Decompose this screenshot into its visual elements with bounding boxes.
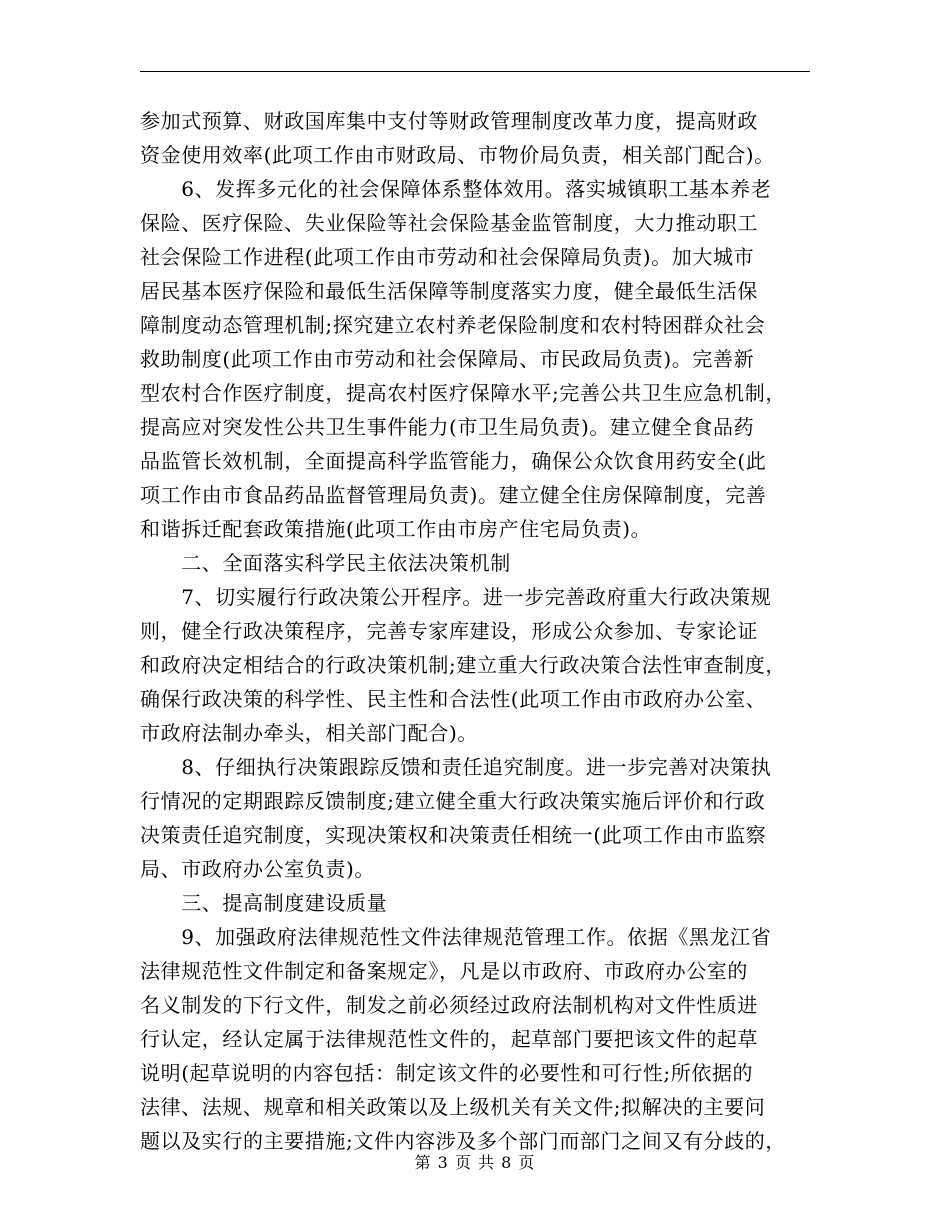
text-line: 和政府决定相结合的行政决策机制;建立重大行政决策合法性审查制度， bbox=[140, 653, 786, 677]
document-body bbox=[140, 104, 820, 1158]
text-line: 确保行政决策的科学性、民主性和合法性(此项工作由市政府办公室、 bbox=[140, 687, 767, 711]
text-line: 7、切实履行行政决策公开程序。进一步完善政府重大行政决策规 bbox=[140, 585, 772, 609]
text-line: 行情况的定期跟踪反馈制度;建立健全重大行政决策实施后评价和行政 bbox=[140, 789, 766, 813]
text-line: 9、加强政府法律规范性文件法律规范管理工作。依据《黑龙江省 bbox=[140, 925, 772, 949]
text-line: 参加式预算、财政国库集中支付等财政管理制度改革力度，提高财政 bbox=[140, 109, 758, 133]
section-heading: 三、提高制度建设质量 bbox=[140, 891, 388, 915]
text-line: 品监管长效机制，全面提高科学监管能力，确保公众饮食用药安全(此 bbox=[140, 449, 767, 473]
text-line: 行认定，经认定属于法律规范性文件的，起草部门要把该文件的起草 bbox=[140, 1027, 758, 1051]
text-line: 6、发挥多元化的社会保障体系整体效用。落实城镇职工基本养老 bbox=[140, 177, 772, 201]
text-line: 资金使用效率(此项工作由市财政局、市物价局负责，相关部门配合)。 bbox=[140, 143, 775, 167]
text-line: 局、市政府办公室负责)。 bbox=[140, 857, 376, 881]
text-line: 市政府法制办牵头，相关部门配合)。 bbox=[140, 721, 479, 745]
text-line: 救助制度(此项工作由市劳动和社会保障局、市民政局负责)。完善新 bbox=[140, 347, 755, 371]
text-line: 提高应对突发性公共卫生事件能力(市卫生局负责)。建立健全食品药 bbox=[140, 415, 755, 439]
page-number: 第 3 页 共 8 页 bbox=[414, 1153, 536, 1172]
text-line: 保险、医疗保险、失业保险等社会保险基金监管制度，大力推动职工 bbox=[140, 211, 758, 235]
text-line: 法律、法规、规章和相关政策以及上级机关有关文件;拟解决的主要问 bbox=[140, 1095, 766, 1119]
text-line: 名义制发的下行文件，制发之前必须经过政府法制机构对文件性质进 bbox=[140, 993, 758, 1017]
text-line: 型农村合作医疗制度，提高农村医疗保障水平;完善公共卫生应急机制， bbox=[140, 381, 786, 405]
text-line: 居民基本医疗保险和最低生活保障等制度落实力度，健全最低生活保 bbox=[140, 279, 758, 303]
text-line: 障制度动态管理机制;探究建立农村养老保险制度和农村特困群众社会 bbox=[140, 313, 766, 337]
text-line: 决策责任追究制度，实现决策权和决策责任相统一(此项工作由市监察 bbox=[140, 823, 767, 847]
text-line: 则，健全行政决策程序，完善专家库建设，形成公众参加、专家论证 bbox=[140, 619, 758, 643]
text-line: 社会保险工作进程(此项工作由市劳动和社会保障局负责)。加大城市 bbox=[140, 245, 755, 269]
text-line: 说明(起草说明的内容包括：制定该文件的必要性和可行性;所依据的 bbox=[140, 1061, 754, 1085]
text-line: 法律规范性文件制定和备案规定》，凡是以市政府、市政府办公室的 bbox=[140, 959, 748, 983]
section-heading: 二、全面落实科学民主依法决策机制 bbox=[140, 551, 511, 575]
text-line: 和谐拆迁配套政策措施(此项工作由市房产住宅局负责)。 bbox=[140, 517, 652, 541]
header-rule bbox=[140, 71, 810, 72]
text-line: 项工作由市食品药品监督管理局负责)。建立健全住房保障制度，完善 bbox=[140, 483, 767, 507]
text-line: 8、仔细执行决策跟踪反馈和责任追究制度。进一步完善对决策执 bbox=[140, 755, 772, 779]
text-line: 题以及实行的主要措施;文件内容涉及多个部门而部门之间又有分歧的， bbox=[140, 1129, 786, 1153]
